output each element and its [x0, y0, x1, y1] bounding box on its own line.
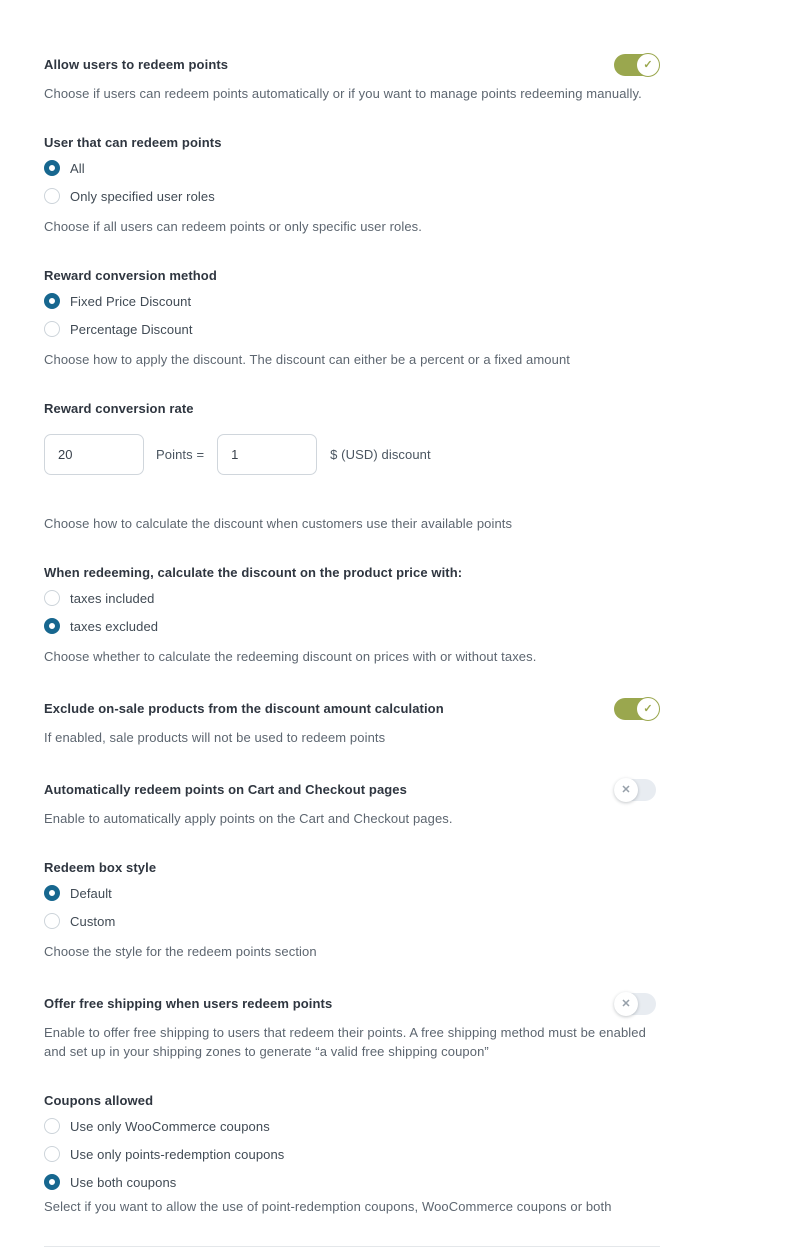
toggle-knob — [614, 778, 638, 802]
radio-label: Use both coupons — [70, 1174, 177, 1190]
setting-title: Redeem box style — [44, 860, 157, 875]
setting-title: Automatically redeem points on Cart and Checkout pages — [44, 782, 407, 797]
setting-description: Enable to offer free shipping to users that redeem their points. A free shipping method must be enabled and set up in your shipping zones to generate “a valid free shipping coupon” — [44, 1025, 646, 1059]
section-coupons-allowed — [44, 1092, 660, 1216]
radio-label: All — [70, 160, 85, 176]
setting-title: Reward conversion method — [44, 268, 217, 283]
check-icon: ✓ — [643, 58, 653, 71]
setting-description: Enable to automatically apply points on the Cart and Checkout pages. — [44, 811, 453, 826]
radio-button[interactable] — [44, 1174, 60, 1190]
setting-title: Allow users to redeem points — [44, 57, 229, 72]
radio-option-all[interactable] — [44, 154, 660, 182]
section-conversion-rate — [44, 400, 660, 533]
radio-button[interactable] — [44, 293, 60, 309]
radio-option-custom[interactable] — [44, 907, 660, 935]
radio-label: taxes excluded — [70, 618, 159, 634]
section-free-shipping — [44, 992, 660, 1061]
radio-label: Only specified user roles — [70, 188, 215, 204]
setting-description: Choose how to calculate the discount when customers use their available points — [44, 516, 513, 531]
setting-title: User that can redeem points — [44, 135, 222, 150]
radio-option-fixed-price[interactable] — [44, 287, 660, 315]
setting-title: Offer free shipping when users redeem points — [44, 996, 333, 1011]
radio-button[interactable] — [44, 1118, 60, 1134]
radio-button[interactable] — [44, 188, 60, 204]
radio-option-percentage[interactable] — [44, 315, 660, 343]
setting-description: Choose if users can redeem points automatically or if you want to manage points redeeming manually. — [44, 86, 642, 101]
exclude-on-sale-toggle[interactable] — [614, 697, 660, 721]
radio-label: Custom — [70, 913, 116, 929]
radio-option-taxes-excluded[interactable] — [44, 612, 660, 640]
cross-icon: ✕ — [621, 783, 631, 796]
toggle-knob — [636, 697, 660, 721]
radio-button[interactable] — [44, 618, 60, 634]
free-shipping-toggle[interactable] — [614, 992, 660, 1016]
radio-label: Fixed Price Discount — [70, 293, 192, 309]
section-auto-redeem — [44, 778, 660, 828]
setting-description: Choose if all users can redeem points or only specific user roles. — [44, 219, 422, 234]
setting-title: Exclude on-sale products from the discount amount calculation — [44, 701, 444, 716]
setting-description: Select if you want to allow the use of point-redemption coupons, WooCommerce coupons or both — [44, 1199, 612, 1214]
radio-option-taxes-included[interactable] — [44, 584, 660, 612]
section-user-roles — [44, 134, 660, 236]
radio-button[interactable] — [44, 160, 60, 176]
toggle-knob — [614, 992, 638, 1016]
allow-redeem-toggle[interactable] — [614, 53, 660, 77]
radio-button[interactable] — [44, 913, 60, 929]
radio-label: Percentage Discount — [70, 321, 193, 337]
section-exclude-on-sale — [44, 697, 660, 747]
setting-title: When redeeming, calculate the discount on the product price with: — [44, 565, 463, 580]
radio-option-woocommerce-coupons[interactable] — [44, 1112, 660, 1140]
section-tax-calc — [44, 564, 660, 666]
radio-label: Use only WooCommerce coupons — [70, 1118, 270, 1134]
check-icon: ✓ — [643, 702, 653, 715]
radio-label: Use only points-redemption coupons — [70, 1146, 285, 1162]
discount-input[interactable] — [217, 434, 317, 475]
radio-label: Default — [70, 885, 112, 901]
section-conversion-method — [44, 267, 660, 369]
setting-description: If enabled, sale products will not be used to redeem points — [44, 730, 386, 745]
section-redeem-box-style — [44, 859, 660, 961]
section-allow-redeem — [44, 53, 660, 103]
setting-title: Coupons allowed — [44, 1093, 154, 1108]
discount-suffix-label: $ (USD) discount — [330, 447, 431, 462]
radio-label: taxes included — [70, 590, 155, 606]
toggle-knob — [636, 53, 660, 77]
setting-description: Choose whether to calculate the redeeming discount on prices with or without taxes. — [44, 649, 537, 664]
radio-option-specified-roles[interactable] — [44, 182, 660, 210]
auto-redeem-toggle[interactable] — [614, 778, 660, 802]
conversion-rate-row — [44, 434, 660, 475]
setting-title: Reward conversion rate — [44, 401, 194, 416]
setting-description: Choose how to apply the discount. The discount can either be a percent or a fixed amount — [44, 352, 570, 367]
setting-description: Choose the style for the redeem points section — [44, 944, 317, 959]
points-input[interactable] — [44, 434, 144, 475]
points-equals-label: Points = — [156, 447, 205, 462]
cross-icon: ✕ — [621, 997, 631, 1010]
radio-option-points-redemption-coupons[interactable] — [44, 1140, 660, 1168]
divider — [44, 1246, 660, 1251]
radio-option-both-coupons[interactable] — [44, 1168, 660, 1196]
radio-button[interactable] — [44, 885, 60, 901]
radio-button[interactable] — [44, 321, 60, 337]
radio-button[interactable] — [44, 1146, 60, 1162]
radio-option-default[interactable] — [44, 879, 660, 907]
radio-button[interactable] — [44, 590, 60, 606]
